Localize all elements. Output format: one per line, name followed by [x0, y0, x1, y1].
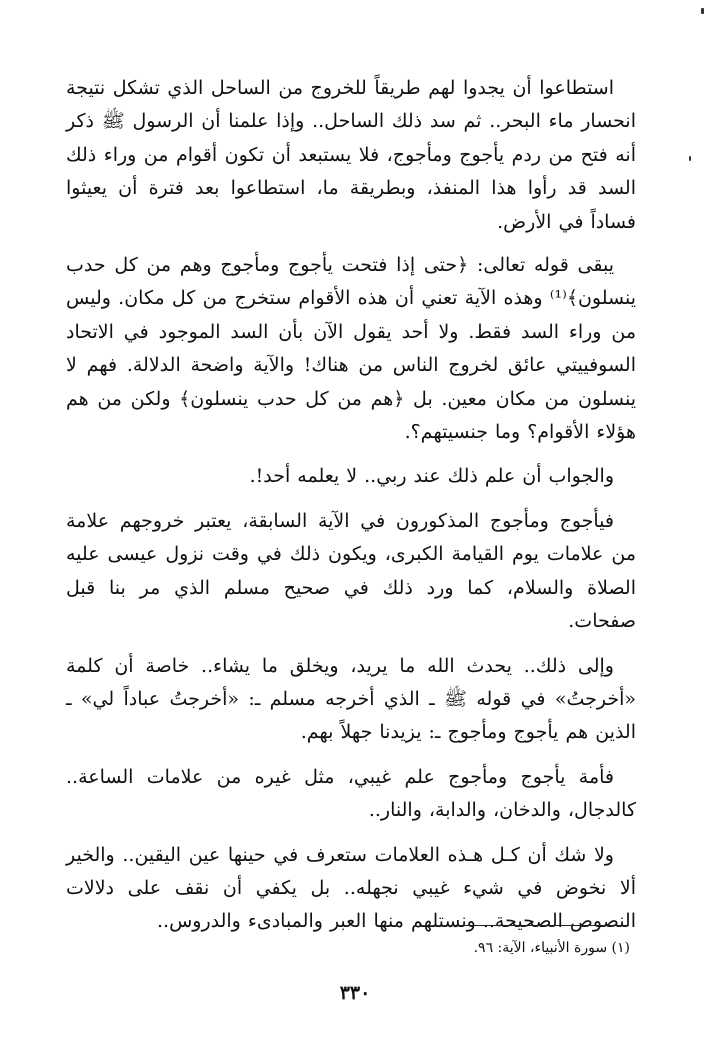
footnote-separator	[453, 925, 629, 926]
footnote: (١) سورة الأنبياء، الآية: ٩٦.	[473, 940, 630, 956]
paragraph-3: والجواب أن علم ذلك عند ربي.. لا يعلمه أحد!.	[249, 465, 614, 488]
paragraph-6: فأمة يأجوج ومأجوج علم غيبي، مثل غيره من علامات الساعة.. كالدجال، والدخان، والدابة، والنار..	[66, 765, 636, 822]
body-text	[66, 72, 636, 939]
scan-mark-top	[701, 8, 704, 14]
page-number: ٣٣٠	[339, 982, 371, 1004]
paragraph-1: استطاعوا أن يجدوا لهم طريقاً للخروج من الساحل الذي تشكل نتيجة انحسار ماء البحر.. ثم سد ذلك الساحل.. وإذا علمنا أن الرسول ﷺ ذكر أنه فتح من ردم يأجوج ومأجوج، فلا يستبعد أن تكون أقوام من وراء ذلك السد قد رأوا هذا المنفذ، وبطريقة ما، استطاعوا بعد فترة أن يعيثوا فساداً في الأرض.	[66, 77, 636, 233]
paragraph-4: فيأجوج ومأجوج المذكورون في الآية السابقة، يعتبر خروجهم علامة من علامات يوم القيامة الكبرى، ويكون ذلك في وقت نزول عيسى عليه الصلاة والسلام، كما ورد ذلك في صحيح مسلم الذي مر بنا قبل صفحات.	[66, 509, 636, 633]
scan-mark-mid	[689, 156, 691, 161]
paragraph-2: يبقى قوله تعالى: ﴿حتى إذا فتحت يأجوج ومأجوج وهم من كل حدب ينسلون﴾⁽¹⁾ وهذه الآية تعني أن هذه الأقوام ستخرج من كل مكان. وليس من وراء السد فقط. ولا أحد يقول الآن بأن السد الموجود في الاتحاد السوفييتي عائق لخروج الناس من هناك! والآية واضحة الدلالة. فهم لا ينسلون من مكان معين. بل ﴿هم من كل حدب ينسلون﴾ ولكن من هم هؤلاء الأقوام؟ وما جنسيتهم؟.	[66, 254, 636, 444]
paragraph-7: ولا شك أن كـل هـذه العلامات ستعرف في حينها عين اليقين.. والخير ألا نخوض في شيء غيبي نجهله.. بل يكفي أن نقف على دلالات النصوص الصحيحة.. ونستلهم منها العبر والمبادىء والدروس..	[66, 843, 636, 933]
paragraph-5: وإلى ذلك.. يحدث الله ما يريد، ويخلق ما يشاء.. خاصة أن كلمة «أخرجتُ» في قوله ﷺ ـ الذي أخرجه مسلم ـ: «أخرجتُ عباداً لي» ـ الذين هم يأجوج ومأجوج ـ: يزيدنا جهلاً بهم.	[66, 654, 636, 744]
